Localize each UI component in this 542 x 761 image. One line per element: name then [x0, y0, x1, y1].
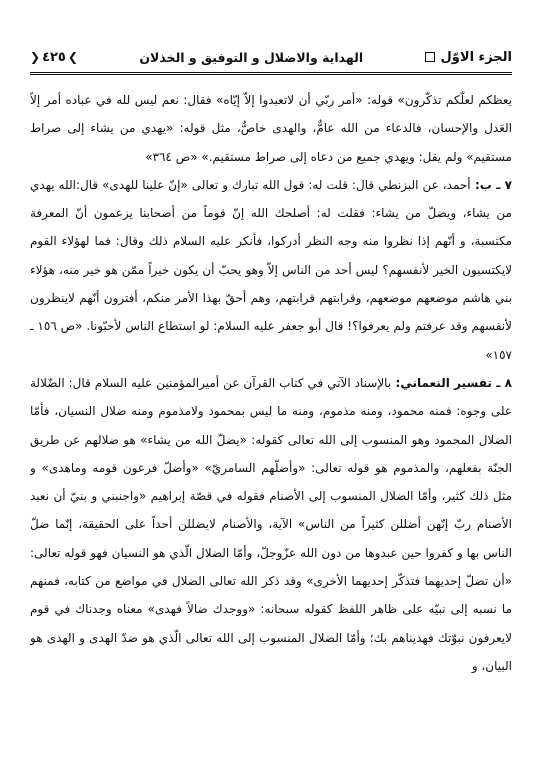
ornament-left-icon: ❯	[67, 50, 78, 64]
paragraph-2	[30, 171, 512, 369]
page-header	[30, 44, 512, 70]
hadith-8-label: ٨ ـ تفسير النعماني:	[391, 375, 512, 390]
page-number: ٤٢٥	[42, 49, 66, 65]
volume-text: الجزء الاوّل	[440, 49, 512, 65]
paragraph-1: يعظكم لعلّكم تذكّرون» قوله: «أمر ربّي أن لاتعبدوا إلاّ إيّاه» فقال: نعم ليس لله في عباده أمر إلاّ العَدل والإحسان، فالدعاء من الله عامٌّ، والهدى خاصٌّ، مثل قوله: «يهدي من يشاء إلى صراط مستقيم» ولم يقل: ويهدي جميع من دعاه إلى صراط مستقيم.» «ص ٣٦٤»	[30, 93, 512, 164]
hadith-8-text: بالإسناد الآتي في كتاب القرآن عن أميرالمؤمنين عليه السلام قال: الضّلالة على وجوه: فمنه محمود، ومنه مذموم، ومنه ما ليس بمحمود ولامذموم ومنه ضلال النسيان، فأمّا الضلال المحمود وهو المنسوب إلى الله تعالى كقوله: «يضلّ الله من يشاء» هو ضلالهم عن طريق الجنّة بفعلهم، والمذموم هو قوله تعالى: «وأضلّهم السامريّ» «وأضلّ فرعون قومه وماهدى» و مثل ذلك كثير، وأمّا الضلال المنسوب إلى الأصنام فقوله في قصّة إبراهيم «واجنبني و بنيّ أن نعبد الأصنام ربّ إنّهن أضللن كثيراً من الناس» الآية، والأصنام لايضللن أحداً على الحقيقة، إنّما ضلّ الناس بها و كفروا حين عبدوها من دون الله عزّوجلّ، وأمّا الضلال الّذي هو النسيان فهو قوله تعالى: «أن تضلّ إحديهما فتذكّر إحديهما الأخرى» وقد ذكر الله تعالى الضلال في مواضع من كتابه، فمنهم ما نسبه إلى نبيّه على ظاهر اللفظ كقوله سبحانه: «ووجدك ضالاً فهدى» معناه وجدناك في قوم لايعرفون نبوّتك فهديناهم بك؛ وأمّا الضلال المنسوب إلى الله تعالى الّذي هو ضدّ الهدى و الهدى هو البيان، و	[30, 375, 512, 673]
hadith-7-label: ٧ ـ ب:	[470, 177, 512, 192]
paragraph-3	[30, 369, 512, 680]
header-rule-secondary	[30, 74, 512, 75]
square-ornament-icon	[425, 52, 435, 62]
ornament-right-icon: ❮	[30, 50, 41, 64]
page-body	[30, 86, 512, 752]
header-rule	[30, 72, 512, 73]
page-number-block	[30, 50, 78, 65]
chapter-title: الهداية والاضلال و التوفيق و الخذلان	[139, 49, 364, 65]
hadith-7-text: أحمد، عن البزنطي قال: قلت له: قول الله تبارك و تعالى «إنّ علينا للهدى» قال:الله يهدي من يشاء، ويضلّ من يشاء: فقلت له: أصلحك الله إنّ قوماً من أصحابنا يزعمون أنّ المعرفة مكتسبة، و أنّهم إذا نظروا منه وجه النظر أدركوا، فأنكر عليه السلام ذلك وقال: فما لهؤلاء القوم لايكتسبون الخير لأنفسهم؟ ليس أحد من الناس إلاّ وهو يحبّ أن يكون خيراً ممّن هو خير منه، هؤلاء بني هاشم موضعهم موضعهم، وقرابتهم قرابتهم، وهم أحقّ بهذا الأمر منكم، أفترون أنّهم لاينظرون لأنفسهم وقد عرفتم ولم يعرفوا؟! قال أبو جعفر عليه السلام: لو استطاع الناس لأحبّونا. «ص ١٥٦ ـ ١٥٧»	[30, 177, 512, 362]
volume-label	[425, 50, 512, 65]
